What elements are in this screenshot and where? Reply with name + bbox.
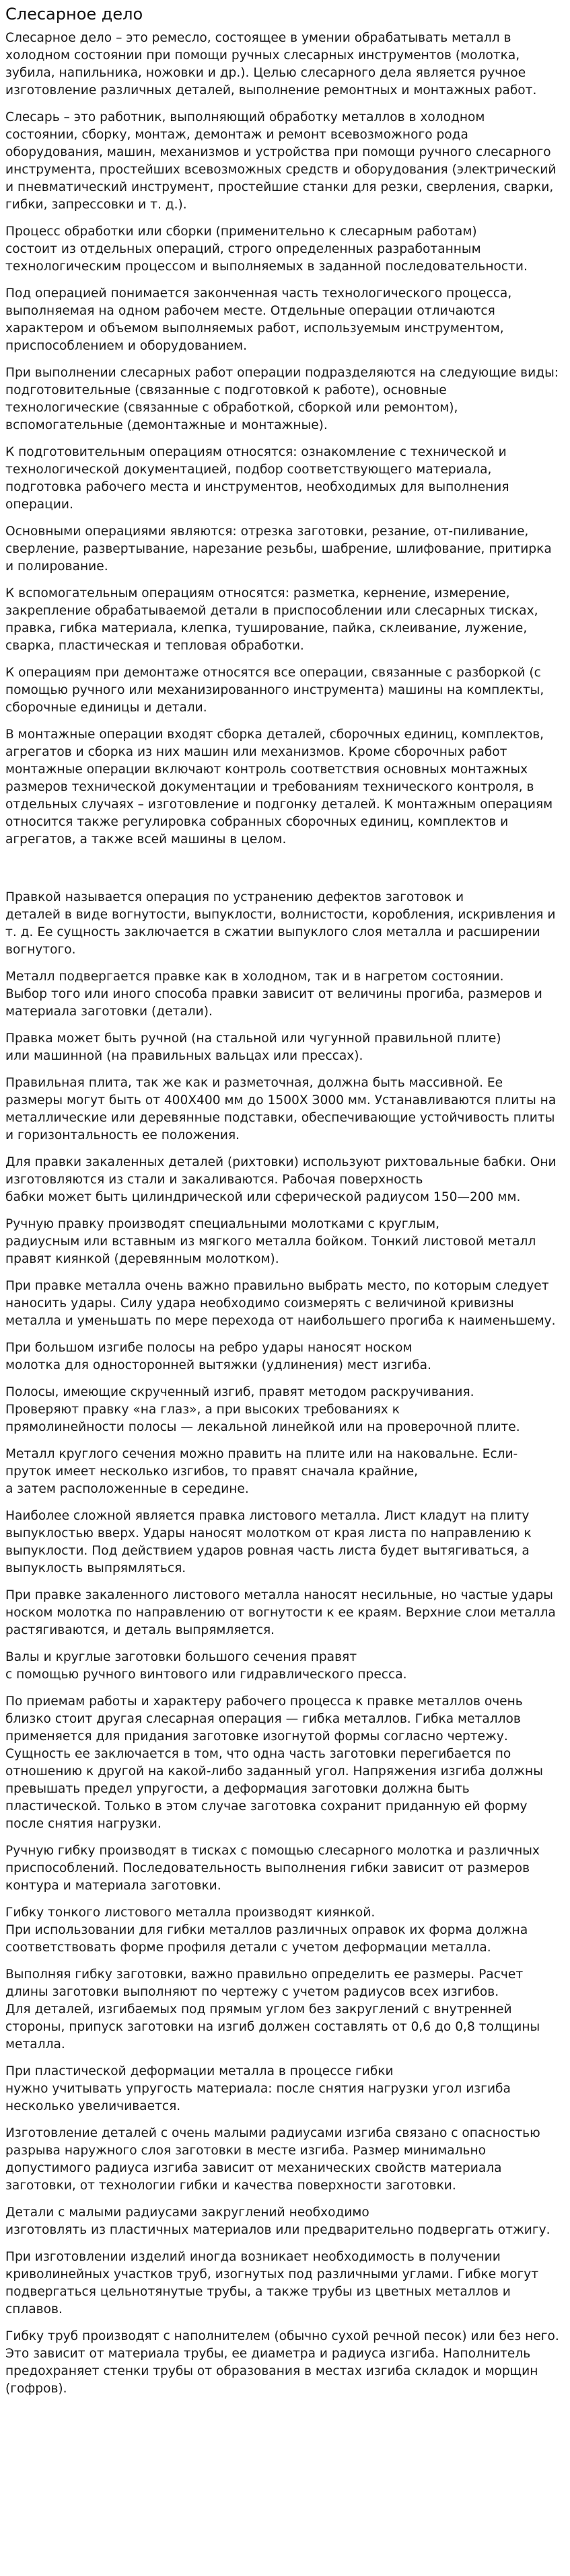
paragraph: Правкой называется операция по устранению дефектов заготовок и деталей в виде вогнутости, выпуклости, волнистости, коробления, искривления и т. д. Ее сущность заключается в сжатии выпуклого слоя металла и расширении вогнутого. <box>5 890 556 957</box>
paragraph: При выполнении слесарных работ операции подразделяются на следующие виды: подготовительные (связанные с подготовкой к работе), основные технологические (связанные с обработкой, сборкой или ремонтом), вспомогательные (демонтажные и монтажные). <box>5 366 559 432</box>
paragraph: Гибку тонкого листового металла производят киянкой. При использовании для гибки металлов различных оправок их форма должна соответствовать форме профиля детали с учетом деформации металла. <box>5 1906 528 1955</box>
paragraph: По приемам работы и характеру рабочего процесса к правке металлов очень близко стоит другая слесарная операция — гибка металлов. Гибка металлов применяется для придания заготовке изогнутой формы согласно чертежу. Сущность ее заключается в том, что одна часть заготовки перегибается по отношению к другой на какой-либо заданный угол. Напряжения изгиба должны превышать предел упругости, а деформация заготовки должна быть пластической. Только в этом случае заготовка сохранит приданную ей форму после снятия нагрузки. <box>5 1694 543 1831</box>
paragraph: К подготовительным операциям относятся: ознакомление с технической и технологической документацией, подбор соответствующего материала, подготовка рабочего места и инструментов, необходимых для выполнения операции. <box>5 445 509 512</box>
paragraph: Детали с малыми радиусами закруглений необходимо изготовлять из пластичных материалов или предварительно подвергать отжигу. <box>5 2206 550 2237</box>
paragraph: При большом изгибе полосы на ребро удары наносят носком молотка для односторонней вытяжки (удлинения) мест изгиба. <box>5 1341 431 1372</box>
paragraph: Валы и круглые заготовки большого сечения правят с помощью ручного винтового или гидравлического пресса. <box>5 1650 407 1682</box>
paragraph: Правка может быть ручной (на стальной или чугунной правильной плите) или машинной (на правильных вальцах или прессах). <box>5 1031 501 1063</box>
paragraph: К вспомогательным операциям относятся: разметка, кернение, измерение, закрепление обрабатываемой детали в приспособлении или слесарных тисках, правка, гибка материала, клепка, туширование, пайка, склеивание, лужение, сварка, пластическая и тепловая обработки. <box>5 586 538 653</box>
paragraph: Выполняя гибку заготовки, важно правильно определить ее размеры. Расчет длины заготовки выполняют по чертежу с учетом радиусов всех изгибов. Для деталей, изгибаемых под прямым углом без закруглений с внутренней стороны, припуск заготовки на изгиб должен составлять от 0,6 до 0,8 толщины металла. <box>5 1967 540 2052</box>
paragraph: Полосы, имеющие скрученный изгиб, правят методом раскручивания. Проверяют правку «на глаз», а при высоких требованиях к прямолинейности полосы — лекальной линейкой или на проверочной плите. <box>5 1385 520 1434</box>
section-gap <box>5 858 561 889</box>
paragraph: Изготовление деталей с очень малыми радиусами изгиба связано с опасностью разрыва наружного слоя заготовки в месте изгиба. Размер минимально допустимого радиуса изгиба зависит от механических свойств материала заготовки, от технологии гибки и качества поверхности заготовки. <box>5 2126 540 2193</box>
paragraph: Металл подвергается правке как в холодном, так и в нагретом состоянии. Выбор того или иного способа правки зависит от величины прогиба, размеров и материала заготовки (детали). <box>5 970 542 1019</box>
paragraph: Гибку труб производят с наполнителем (обычно сухой речной песок) или без него. Это зависит от материала трубы, ее диаметра и радиуса изгиба. Наполнитель предохраняет стенки трубы от образования в местах изгиба складок и морщин (гофров). <box>5 2329 559 2396</box>
paragraph: Металл круглого сечения можно править на плите или на наковальне. Если-пруток имеет несколько изгибов, то правят сначала крайние, а затем расположенные в середине. <box>5 1447 518 1496</box>
paragraph: В монтажные операции входят сборка деталей, сборочных единиц, комплектов, агрегатов и сборка из них машин или механизмов. Кроме сборочных работ монтажные операции включают контроль соответствия основных монтажных размеров технической документации и требованиям технического контроля, в отдельных случаях – изготовление и подгонку деталей. К монтажным операциям относится также регулировка собранных сборочных единиц, комплектов и агрегатов, а также всей машины в целом. <box>5 728 553 847</box>
paragraph: При пластической деформации металла в процессе гибки нужно учитывать упругость материала: после снятия нагрузки угол изгиба несколько увеличивается. <box>5 2064 511 2113</box>
paragraph: К операциям при демонтаже относятся все операции, связанные с разборкой (с помощью ручного или механизированного инструмента) машины на комплекты, сборочные единицы и детали. <box>5 666 544 715</box>
paragraph: Ручную правку производят специальными молотками с круглым, радиусным или вставным из мягкого металла бойком. Тонкий листовой металл правят киянкой (деревянным молотком). <box>5 1217 536 1266</box>
paragraph: Под операцией понимается законченная часть технологического процесса, выполняемая на одном рабочем месте. Отдельные операции отличаются характером и объемом выполняемых работ, используемым инструментом, приспособлением и оборудованием. <box>5 286 512 353</box>
paragraph: Основными операциями являются: отрезка заготовки, резание, от-пиливание, сверление, развертывание, нарезание резьбы, шабрение, шлифование, притирка и полирование. <box>5 524 552 574</box>
paragraph: Правильная плита, так же как и разметочная, должна быть массивной. Ее размеры могут быть от 400Х400 мм до 1500Х З000 мм. Устанавливаются плиты на металлические или деревянные подставки, обеспечивающие устойчивость плиты и горизонтальность ее положения. <box>5 1076 557 1142</box>
section-intro <box>5 30 561 849</box>
paragraph: При правке металла очень важно правильно выбрать место, по которым следует наносить удары. Силу удара необходимо соизмерять с величиной кривизны металла и уменьшать по мере перехода от наибольшего прогиба к наименьшему. <box>5 1279 556 1328</box>
paragraph: Наиболее сложной является правка листового металла. Лист кладут на плиту выпуклостью вверх. Удары наносят молотком от края листа по направлению к выпуклости. Под действием ударов ровная часть листа будет вытягиваться, а выпуклость выпрямляться. <box>5 1509 532 1575</box>
paragraph: Слесарь – это работник, выполняющий обработку металлов в холодном состоянии, сборку, монтаж, демонтаж и ремонт всевозможного рода оборудования, машин, механизмов и устройства при помощи ручного слесарного инструмента, простейших всевозможных средств и оборудования (электрический и пневматический инструмент, простейшие станки для резки, сверления, сварки, гибки, запрессовки и т. д.). <box>5 110 557 212</box>
paragraph: При правке закаленного листового металла наносят несильные, но частые удары носком молотка по направлению от вогнутости к ее краям. Верхние слои металла растягиваются, и деталь выпрямляется. <box>5 1588 556 1637</box>
paragraph: Ручную гибку производят в тисках с помощью слесарного молотка и различных приспособлений. Последовательность выполнения гибки зависит от размеров контура и материала заготовки. <box>5 1844 540 1893</box>
paragraph: Процесс обработки или сборки (применительно к слесарным работам) состоит из отдельных операций, строго определенных разработанным технологическим процессом и выполняемых в заданной последовательности. <box>5 225 528 274</box>
page-title: Слесарное дело <box>5 5 143 24</box>
paragraph: Для правки закаленных деталей (рихтовки) используют рихтовальные бабки. Они изготовляются из стали и закаливаются. Рабочая поверхность бабки может быть цилиндрической или сферической радиусом 150—200 мм. <box>5 1155 557 1204</box>
paragraph: Слесарное дело – это ремесло, состоящее в умении обрабатывать металл в холодном состоянии при помощи ручных слесарных инструментов (молотка, зубила, напильника, ножовки и др.). Целью слесарного дела является ручное изготовление различных деталей, выполнение ремонтных и монтажных работ. <box>5 31 537 97</box>
section-straightening-bending <box>5 889 561 2398</box>
paragraph: При изготовлении изделий иногда возникает необходимость в получении криволинейных участков труб, изогнутых под различными углами. Гибке могут подвергаться цельнотянутые трубы, а также трубы из цветных металлов и сплавов. <box>5 2250 539 2316</box>
